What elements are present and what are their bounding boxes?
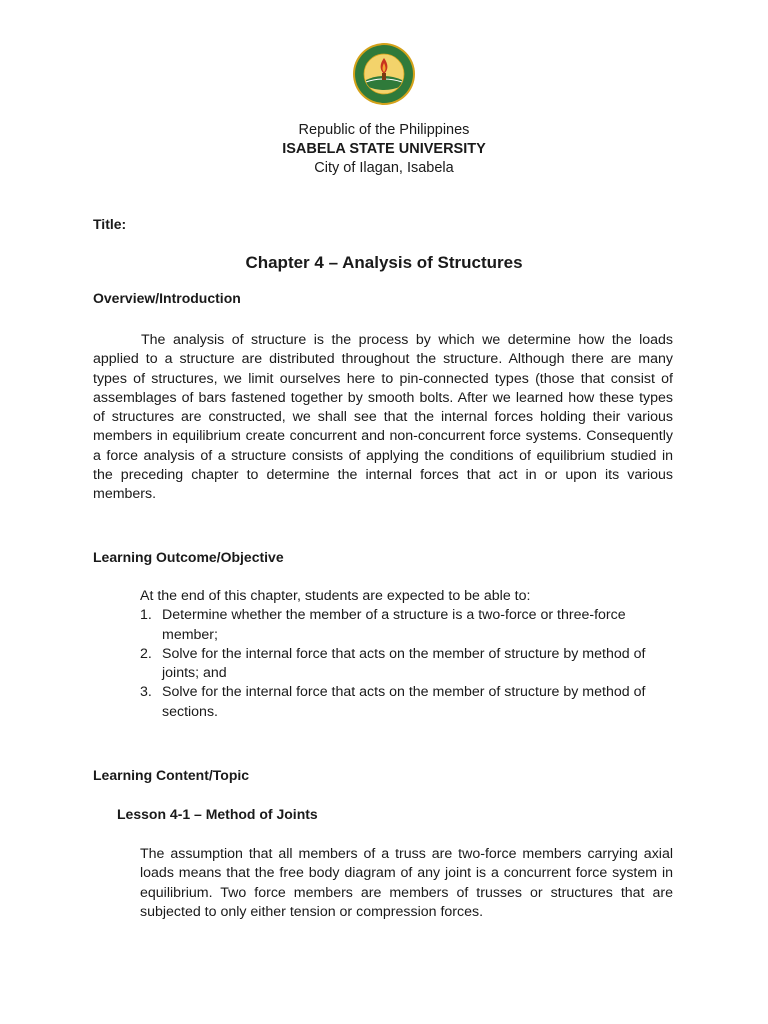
objectives-intro: At the end of this chapter, students are expected to be able to: [140, 588, 531, 604]
university-seal-icon [352, 42, 416, 106]
list-item: 1. Determine whether the member of a structure is a two-force or three-force member; [140, 607, 626, 643]
list-item: 3. Solve for the internal force that acts on the member of structure by method of sections. [140, 684, 646, 720]
republic-line: Republic of the Philippines [298, 122, 470, 138]
university-name: ISABELA STATE UNIVERSITY [282, 141, 486, 157]
lesson-paragraph: The assumption that all members of a truss are two-force members carrying axial loads means that the free body diagram of any joint is a concurrent force system in equilibrium. Two force members are members of trusses or structures that are subjected to only either tension or compression forces. [140, 846, 673, 920]
lesson-heading: Lesson 4-1 – Method of Joints [117, 806, 318, 822]
city-line: City of Ilagan, Isabela [314, 160, 454, 176]
overview-heading: Overview/Introduction [93, 290, 241, 306]
objectives-list [140, 606, 673, 722]
list-item: 2. Solve for the internal force that acts on the member of structure by method of joints; and [140, 645, 646, 682]
overview-paragraph: The analysis of structure is the process by which we determine how the loads applied to a structure are distributed throughout the structure. Although there are many types of structures, we limit ourselves here to pin-connected types (those that consist of assemblages of bars fastened together by smooth bolts. After we learned how these types of structures are constructed, we shall see that the internal forces holding their various members in equilibrium create concurrent and non-concurrent force systems. Consequently a force analysis of a structure consists of applying the conditions of equilibrium studied in the preceding chapter to determine the internal forces that act in or upon its various members. [93, 332, 673, 503]
title-label: Title: [93, 216, 127, 232]
content-heading: Learning Content/Topic [93, 767, 250, 783]
objectives-block [140, 587, 673, 722]
objectives-heading: Learning Outcome/Objective [93, 549, 284, 565]
chapter-title: Chapter 4 – Analysis of Structures [245, 253, 523, 272]
document-header [0, 121, 768, 178]
